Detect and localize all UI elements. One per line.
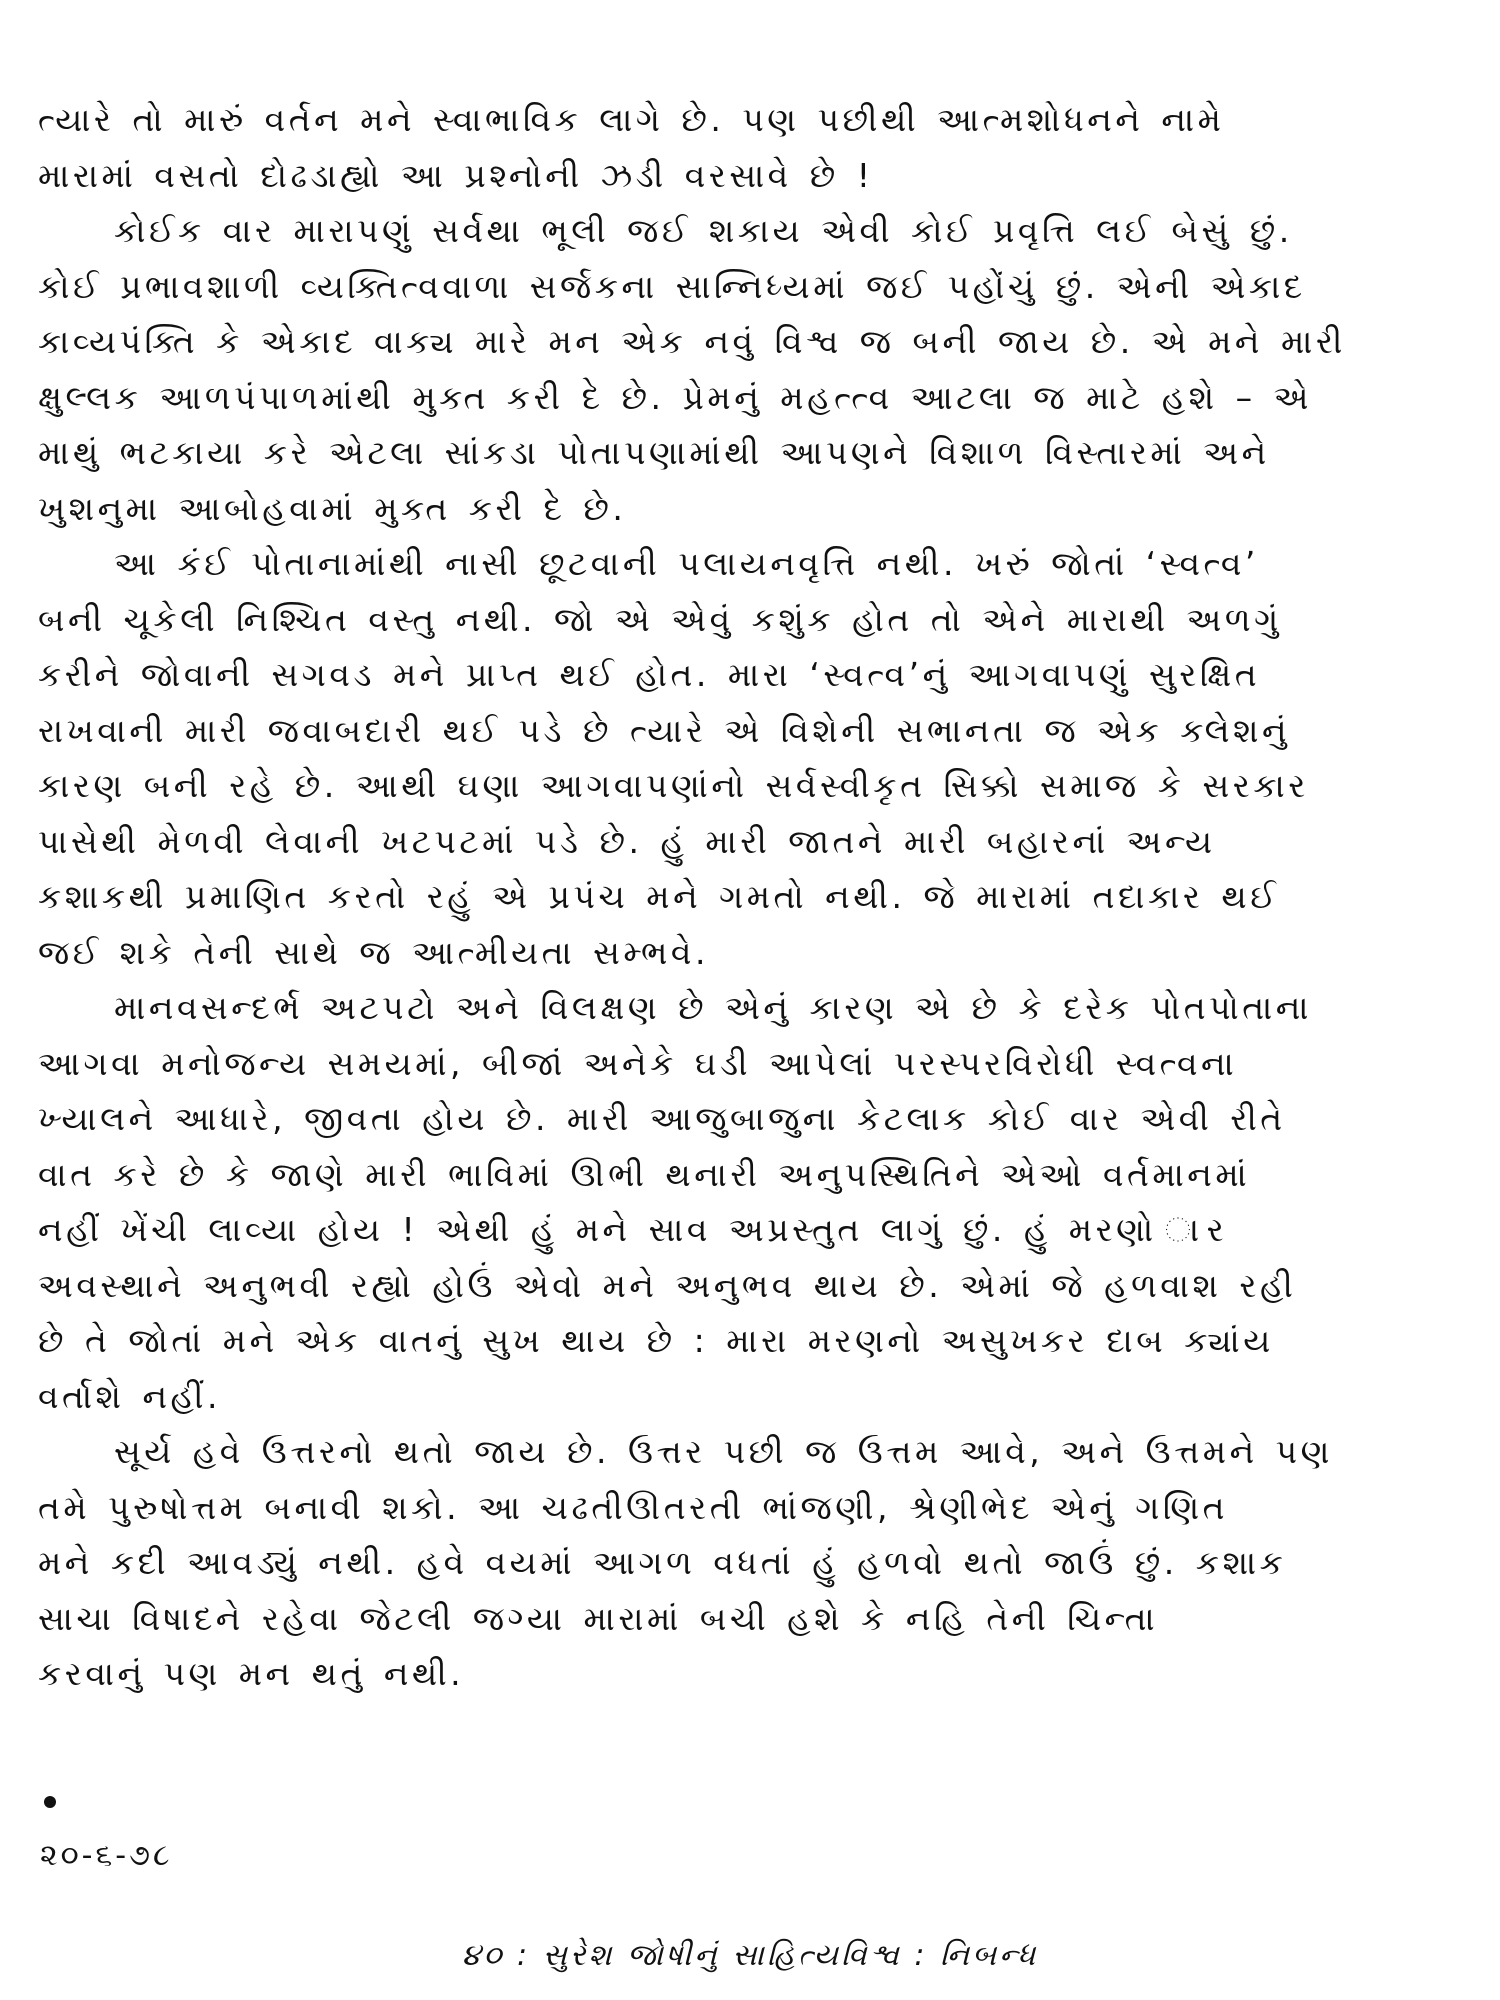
text-line: માથું ભટકાયા કરે એટલા સાંકડા પોતાપણામાંથી આપણને વિશાળ વિસ્તારમાં અને [38,433,1270,472]
text-line: કારણ બની રહે છે. આથી ઘણા આગવાપણાંનો સર્વસ્વીકૃત સિક્કો સમાજ કે સરકાર [38,766,1309,805]
text-line: છે તે જોતાં મને એક વાતનું સુખ થાય છે : મારા મરણનો અસુખકર દાબ ક્યાંય [38,1321,1274,1360]
text-line: કાવ્યપંક્તિ કે એકાદ વાક્ય મારે મન એક નવું વિશ્વ જ બની જાય છે. એ મને મારી [38,322,1346,361]
paragraph-start-line: કોઈક વાર મારાપણું સર્વથા ભૂલી જઈ શકાય એવી કોઈ પ્રવૃત્તિ લઈ બેસું છું. [114,211,1293,250]
text-line: ખ્યાલને આધારે, જીવતા હોય છે. મારી આજુબાજુના કેટલાક કોઈ વાર એવી રીતે [38,1099,1286,1138]
text-line: સાચા વિષાદને રહેવા જેટલી જગ્યા મારામાં બચી હશે કે નહિ તેની ચિન્તા [38,1598,1159,1638]
paragraph-start-line: આ કંઈ પોતાનામાંથી નાસી છૂટવાની પલાયનવૃત્તિ નથી. ખરું જોતાં ‘સ્વત્વ’ [114,544,1259,583]
page-footer: ૪૦ : સુરેશ જોષીનું સાહિત્યવિશ્વ : નિબન્ધ [461,1938,1039,1973]
paragraph-start-line: માનવસન્દર્ભ અટપટો અને વિલક્ષણ છે એનું કારણ એ છે કે દરેક પોતપોતાના [114,988,1312,1027]
text-line: નહીં ખેંચી લાવ્યા હોય ! એથી હું મને સાવ અપ્રસ્તુત લાગું છું. હું મરણો ાર [38,1210,1228,1249]
essay-body [38,92,1478,1702]
text-line: ક્ષુલ્લક આળપંપાળમાંથી મુક્ત કરી દે છે. પ્રેમનું મહત્ત્વ આટલા જ માટે હશે – એ [38,377,1312,417]
text-line: ત્યારે તો મારું વર્તન મને સ્વાભાવિક લાગે છે. પણ પછીથી આત્મશોધનને નામે [38,100,1225,139]
text-line: કરવાનું પણ મન થતું નથી. [38,1654,465,1693]
text-line: ખુશનુમા આબોહવામાં મુક્ત કરી દે છે. [38,488,627,528]
text-line: મને કદી આવડ્યું નથી. હવે વયમાં આગળ વધતાં હું હળવો થતો જાઉં છું. કશાક [38,1543,1287,1582]
essay-date: ૨૦-૬-૭૮ [40,1838,173,1873]
text-line: પાસેથી મેળવી લેવાની ખટપટમાં પડે છે. હું મારી જાતને મારી બહારનાં અન્ય [38,821,1216,861]
text-line: બની ચૂકેલી નિશ્ચિત વસ્તુ નથી. જો એ એવું કશુંક હોત તો એને મારાથી અળગું [38,599,1282,639]
text-line: આગવા મનોજન્ય સમયમાં, બીજાં અનેકે ઘડી આપેલાં પરસ્પરવિરોધી સ્વત્વના [38,1043,1238,1083]
section-end-bullet [44,1796,56,1808]
text-line: જઈ શકે તેની સાથે જ આત્મીયતા સમ્ભવે. [38,932,709,972]
text-line: કરીને જોવાની સગવડ મને પ્રાપ્ત થઈ હોત. મારા ‘સ્વત્વ’નું આગવાપણું સુરક્ષિત [38,655,1261,694]
text-line: કશાકથી પ્રમાણિત કરતો રહું એ પ્રપંચ મને ગમતો નથી. જે મારામાં તદાકાર થઈ [38,877,1280,916]
text-line: વાત કરે છે કે જાણે મારી ભાવિમાં ઊભી થનારી અનુપસ્થિતિને એઓ વર્તમાનમાં [38,1154,1251,1194]
text-line: મારામાં વસતો દોઢડાહ્યો આ પ્રશ્નોની ઝડી વરસાવે છે ! [38,155,874,195]
text-line: અવસ્થાને અનુભવી રહ્યો હોઉં એવો મને અનુભવ થાય છે. એમાં જે હળવાશ રહી [38,1265,1297,1305]
text-line: તમે પુરુષોત્તમ બનાવી શકો. આ ચઢતીઊતરતી ભાંજણી, શ્રેણીભેદ એનું ગણિત [38,1487,1228,1527]
text-line: વર્તાશે નહીં. [38,1376,221,1416]
paragraph-start-line: સૂર્ય હવે ઉત્તરનો થતો જાય છે. ઉત્તર પછી જ ઉત્તમ આવે, અને ઉત્તમને પણ [114,1432,1333,1471]
text-line: રાખવાની મારી જવાબદારી થઈ પડે છે ત્યારે એ વિશેની સભાનતા જ એક ક્લેશનું [38,710,1291,750]
text-line: કોઈ પ્રભાવશાળી વ્યક્તિત્વવાળા સર્જકના સાન્નિધ્યમાં જઈ પહોંચું છું. એની એકાદ [38,266,1306,306]
